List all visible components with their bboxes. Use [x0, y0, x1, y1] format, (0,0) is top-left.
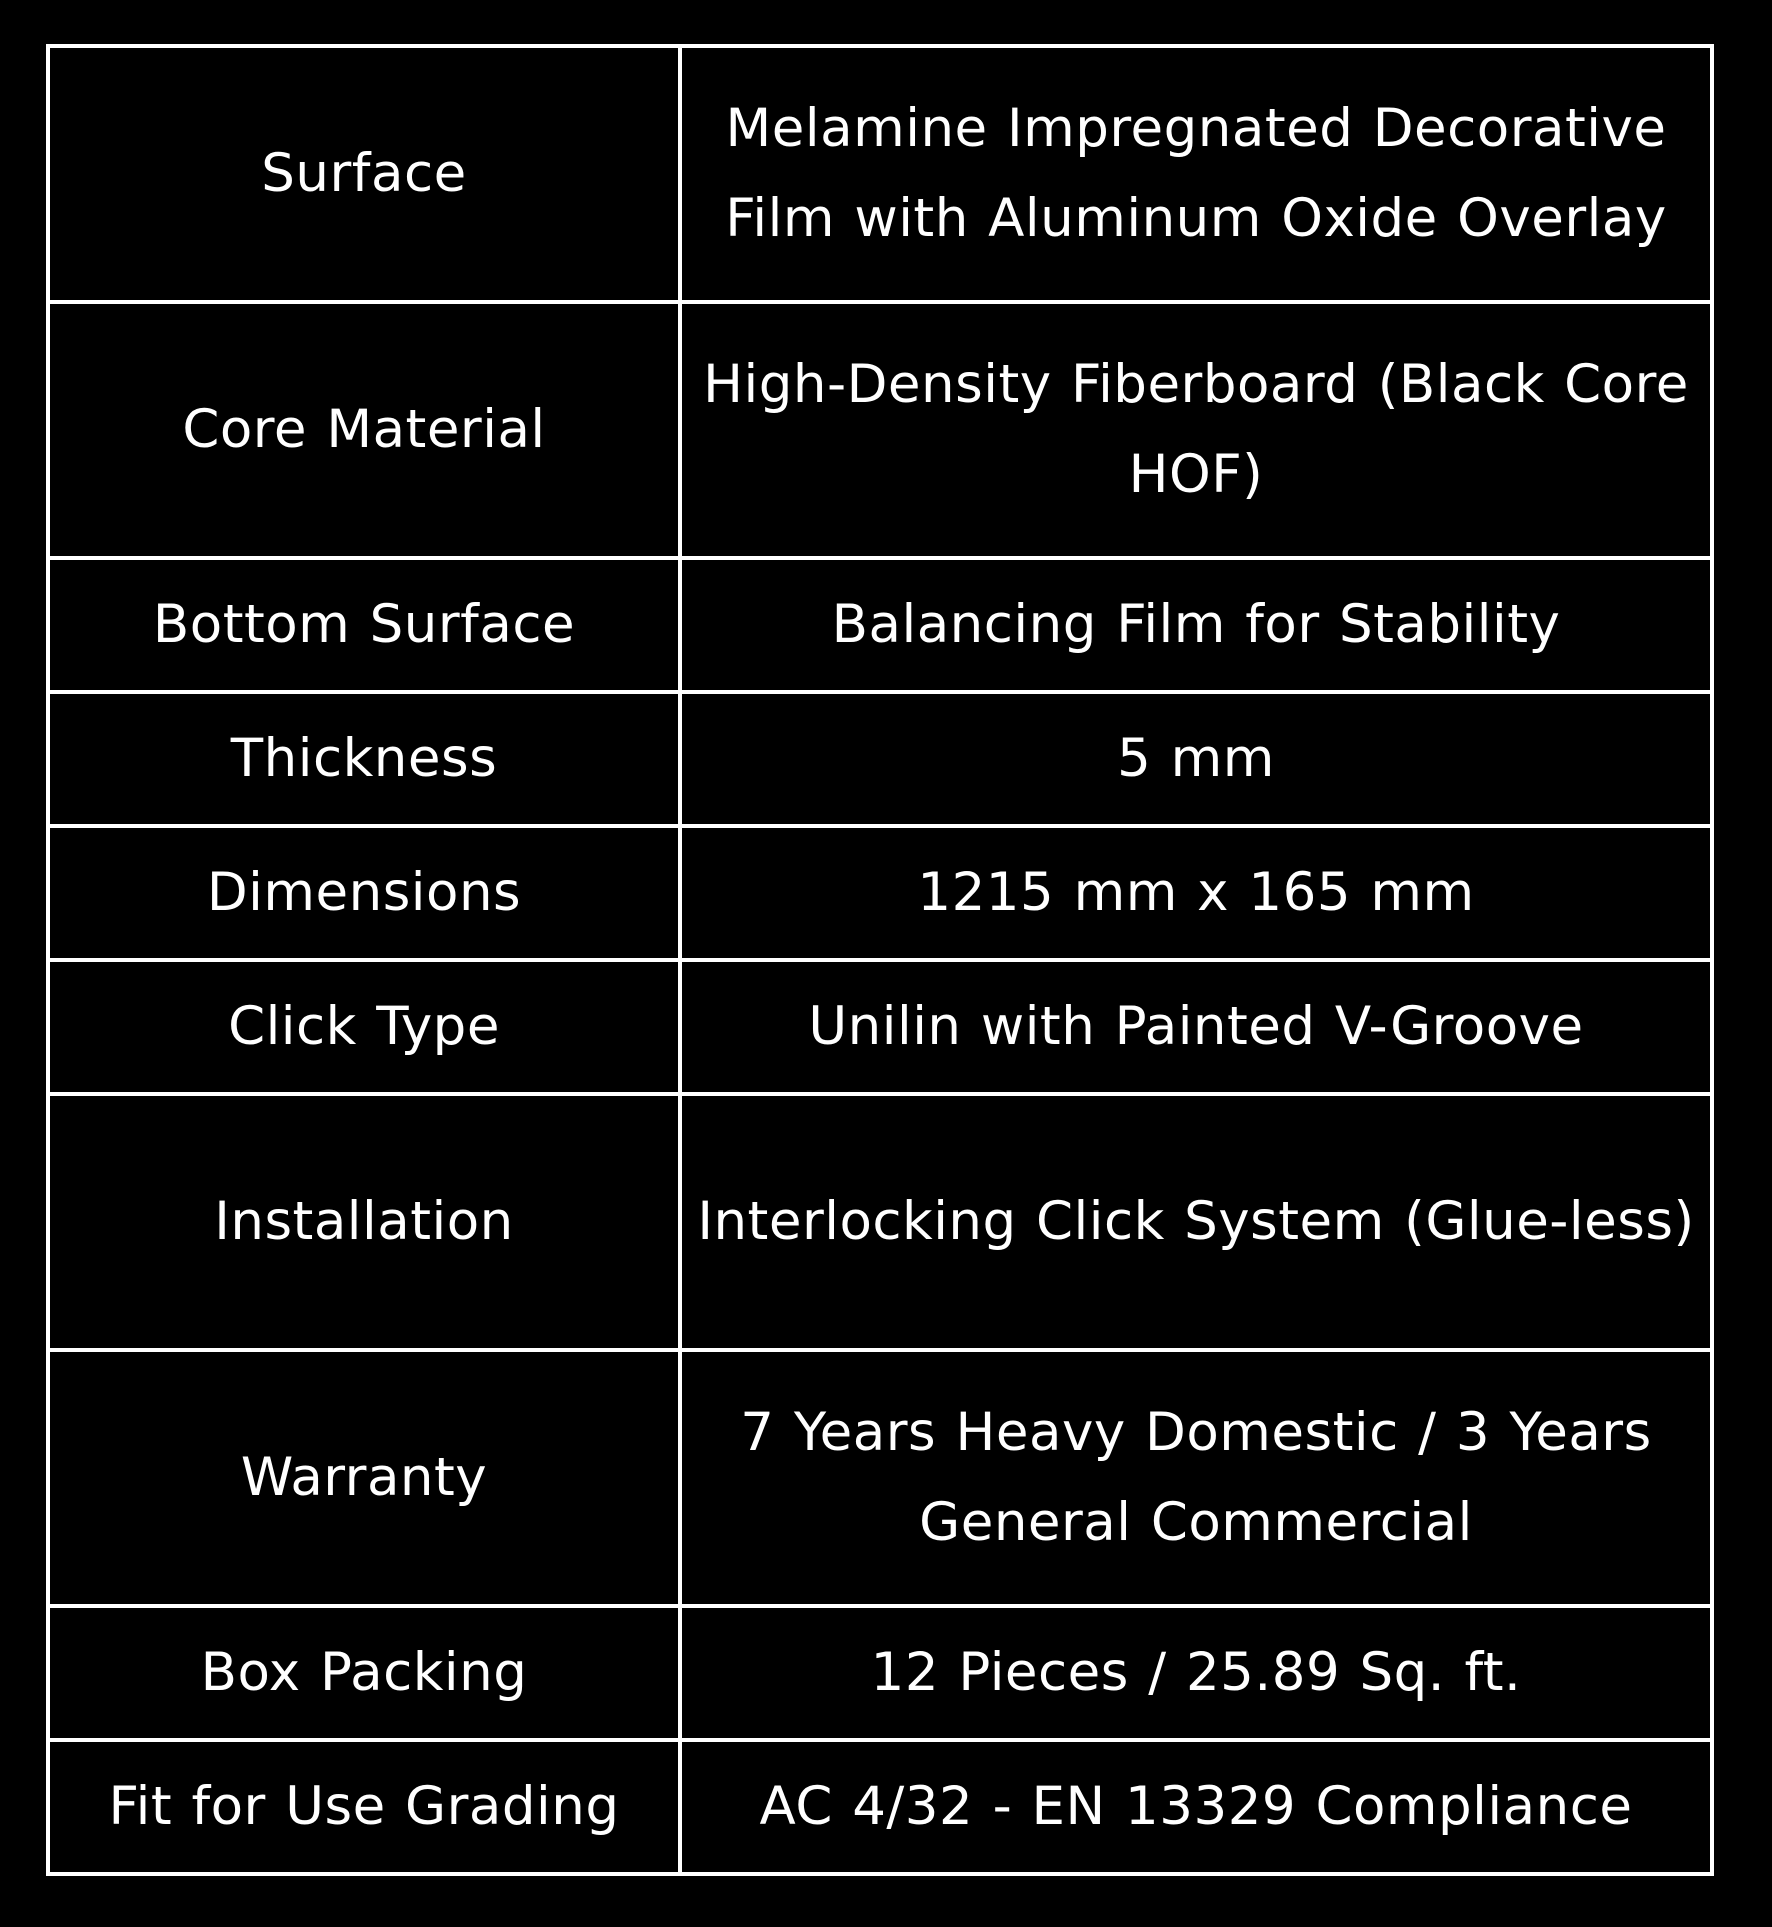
spec-label: Fit for Use Grading	[48, 1740, 680, 1874]
spec-label: Surface	[48, 46, 680, 302]
spec-label: Core Material	[48, 302, 680, 558]
table-row	[48, 960, 1712, 1094]
table-row	[48, 1350, 1712, 1606]
table-row	[48, 692, 1712, 826]
table-row	[48, 1094, 1712, 1350]
table-row	[48, 558, 1712, 692]
spec-label: Warranty	[48, 1350, 680, 1606]
table-row	[48, 46, 1712, 302]
spec-value: High-Density Fiberboard (Black Core HOF)	[680, 302, 1712, 558]
spec-label: Thickness	[48, 692, 680, 826]
spec-value: Unilin with Painted V-Groove	[680, 960, 1712, 1094]
spec-value: Balancing Film for Stability	[680, 558, 1712, 692]
spec-label: Dimensions	[48, 826, 680, 960]
spec-label: Installation	[48, 1094, 680, 1350]
spec-value: AC 4/32 - EN 13329 Compliance	[680, 1740, 1712, 1874]
spec-label: Bottom Surface	[48, 558, 680, 692]
spec-value: 1215 mm x 165 mm	[680, 826, 1712, 960]
spec-label: Box Packing	[48, 1606, 680, 1740]
spec-value: Melamine Impregnated Decorative Film with Aluminum Oxide Overlay	[680, 46, 1712, 302]
spec-value: 12 Pieces / 25.89 Sq. ft.	[680, 1606, 1712, 1740]
table-row	[48, 826, 1712, 960]
table-row	[48, 1606, 1712, 1740]
table-row	[48, 1740, 1712, 1874]
spec-label: Click Type	[48, 960, 680, 1094]
spec-value: 7 Years Heavy Domestic / 3 Years General Commercial	[680, 1350, 1712, 1606]
spec-value: 5 mm	[680, 692, 1712, 826]
table-row	[48, 302, 1712, 558]
spec-table	[46, 44, 1714, 1876]
spec-value: Interlocking Click System (Glue-less)	[680, 1094, 1712, 1350]
